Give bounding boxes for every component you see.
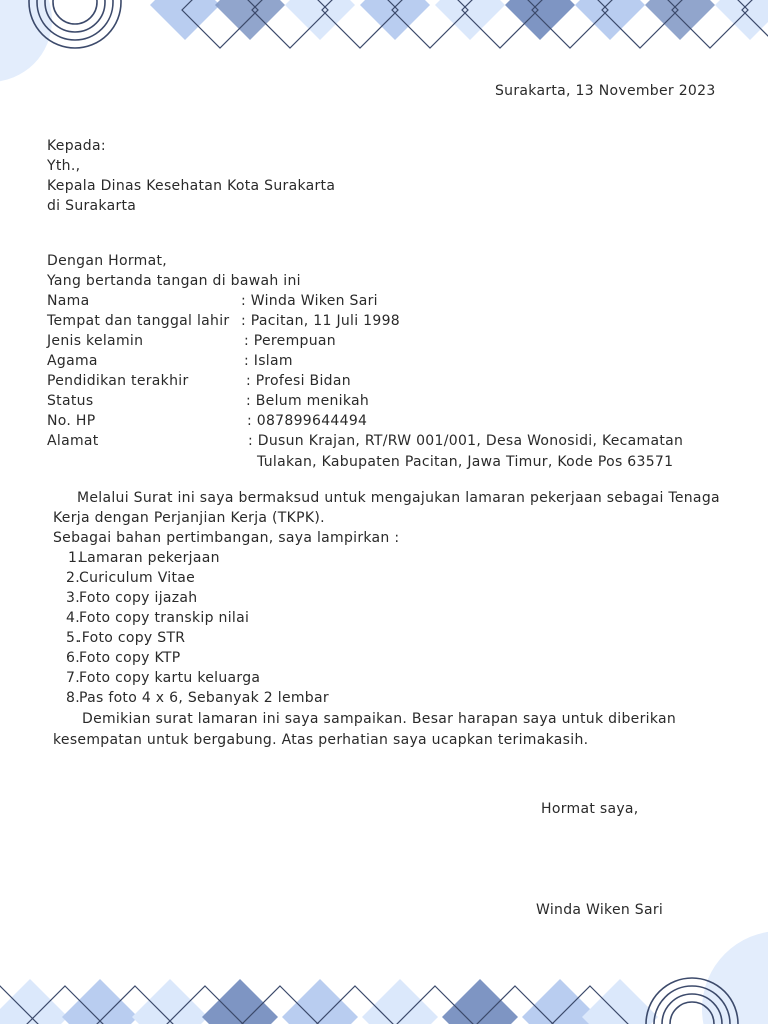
signer-name: Winda Wiken Sari xyxy=(536,902,664,918)
identity-value: : Islam xyxy=(244,353,293,369)
identity-value-continued: Tulakan, Kabupaten Pacitan, Jawa Timur, Kode Pos 63571 xyxy=(257,454,674,470)
identity-value: : 087899644494 xyxy=(247,413,368,429)
greeting: Dengan Hormat, xyxy=(47,253,168,269)
identity-value: : Pacitan, 11 Juli 1998 xyxy=(241,313,401,329)
attachment-number: 3. xyxy=(66,590,80,606)
attachments-intro: Sebagai bahan pertimbangan, saya lampirkan : xyxy=(53,530,400,546)
attachment-number: 6. xyxy=(66,650,80,666)
intro-line: Yang bertanda tangan di bawah ini xyxy=(47,273,301,289)
body-paragraph-line: Kerja dengan Perjanjian Kerja (TKPK). xyxy=(53,510,325,526)
recipient-yth: Yth., xyxy=(47,158,81,174)
bottom-decorative-border xyxy=(0,924,768,1024)
concentric-circles-icon xyxy=(646,978,738,1024)
attachment-number: 4. xyxy=(66,610,80,626)
recipient-location: di Surakarta xyxy=(47,198,137,214)
recipient-kepada: Kepada: xyxy=(47,138,106,154)
identity-label: Jenis kelamin xyxy=(47,333,144,349)
identity-label: No. HP xyxy=(47,413,96,429)
attachment-number: 5. xyxy=(66,630,80,646)
attachment-item: Curiculum Vitae xyxy=(79,570,196,586)
place-date: Surakarta, 13 November 2023 xyxy=(495,83,716,99)
attachment-item: Foto copy ijazah xyxy=(79,590,198,606)
attachment-number: 2. xyxy=(66,570,80,586)
identity-label: Agama xyxy=(47,353,98,369)
identity-value: : Dusun Krajan, RT/RW 001/001, Desa Wonosidi, Kecamatan xyxy=(248,433,684,449)
attachment-number: 1. xyxy=(68,550,82,566)
identity-value: : Belum menikah xyxy=(246,393,370,409)
attachment-item: Foto copy kartu keluarga xyxy=(79,670,261,686)
salutation: Hormat saya, xyxy=(541,801,639,817)
identity-label: Nama xyxy=(47,293,90,309)
identity-value: : Profesi Bidan xyxy=(246,373,351,389)
concentric-circles-icon xyxy=(29,0,121,48)
attachment-item: Pas foto 4 x 6, Sebanyak 2 lembar xyxy=(79,690,329,706)
attachment-item: Foto copy transkip nilai xyxy=(79,610,250,626)
attachment-number: 7. xyxy=(66,670,80,686)
closing-paragraph-line: Demikian surat lamaran ini saya sampaikan. Besar harapan saya untuk diberikan xyxy=(82,711,677,727)
body-paragraph-line: Melalui Surat ini saya bermaksud untuk mengajukan lamaran pekerjaan sebagai Tenaga xyxy=(77,490,720,506)
identity-value: : Perempuan xyxy=(244,333,336,349)
closing-paragraph-line: kesempatan untuk bergabung. Atas perhatian saya ucapkan terimakasih. xyxy=(53,732,589,748)
identity-label: Pendidikan terakhir xyxy=(47,373,189,389)
identity-value: : Winda Wiken Sari xyxy=(241,293,378,309)
corner-circle-shape xyxy=(0,0,52,82)
diamond-pattern xyxy=(150,0,768,40)
identity-label: Tempat dan tanggal lahir xyxy=(47,313,230,329)
identity-label: Status xyxy=(47,393,94,409)
attachment-number: 8. xyxy=(66,690,80,706)
recipient-title: Kepala Dinas Kesehatan Kota Surakarta xyxy=(47,178,336,194)
diamond-outline-pattern xyxy=(0,986,628,1024)
attachment-item: Foto copy KTP xyxy=(79,650,181,666)
identity-label: Alamat xyxy=(47,433,99,449)
diamond-outline-pattern xyxy=(182,0,768,48)
attachment-item: Lamaran pekerjaan xyxy=(79,550,220,566)
corner-circle-shape xyxy=(702,931,768,1024)
attachment-item: .Foto copy STR xyxy=(77,630,186,646)
diamond-pattern xyxy=(0,979,658,1024)
